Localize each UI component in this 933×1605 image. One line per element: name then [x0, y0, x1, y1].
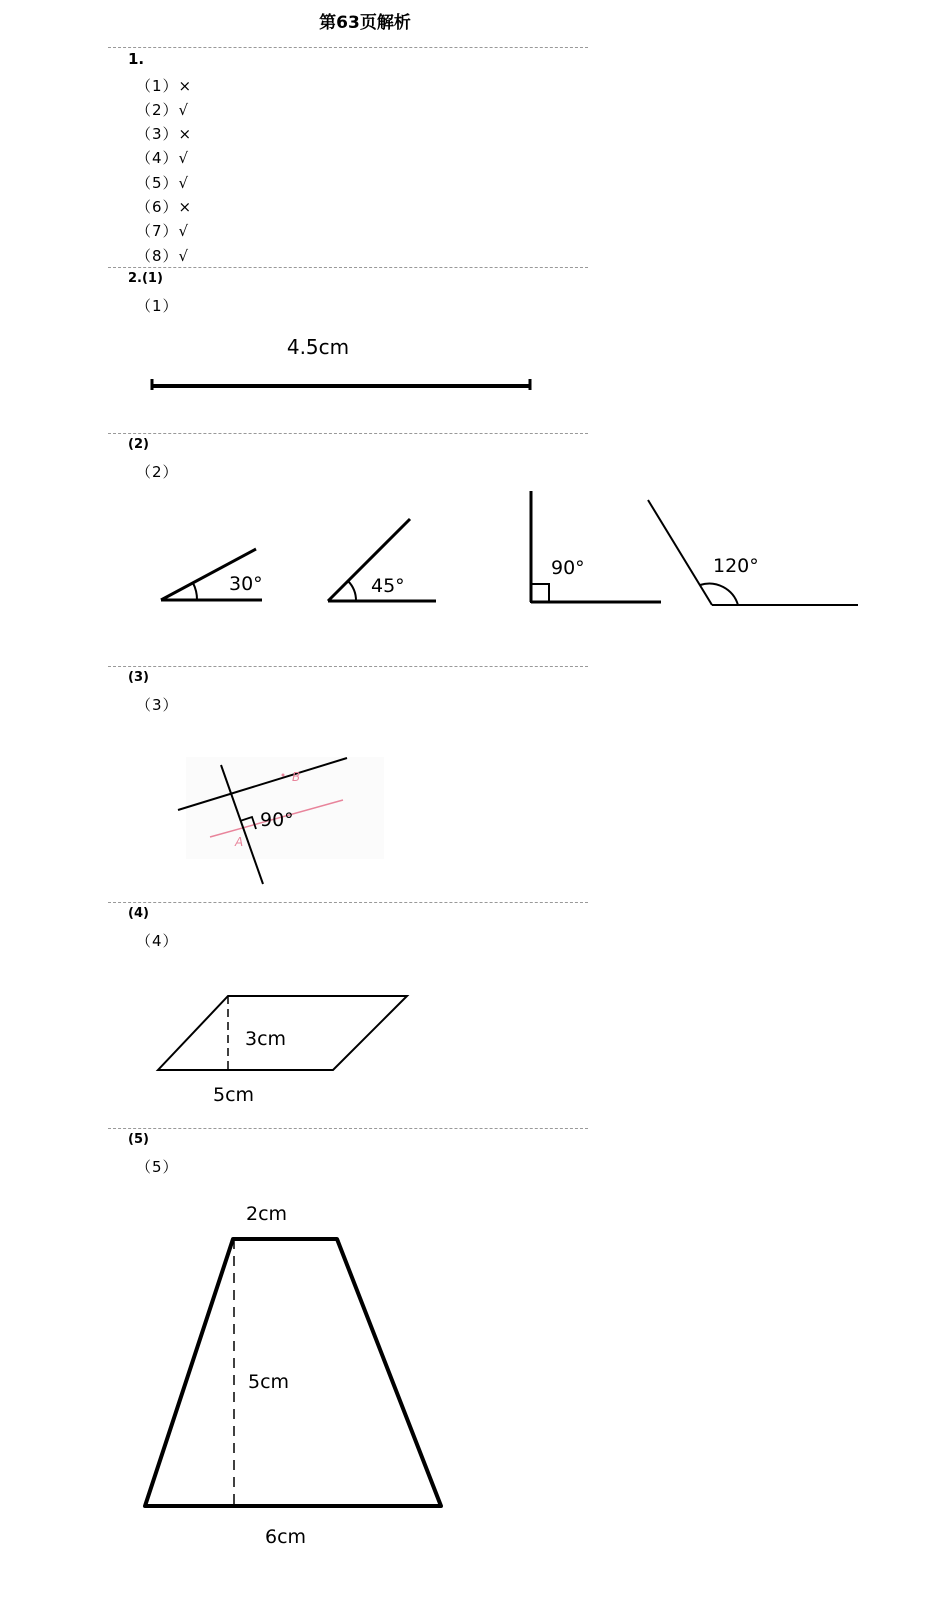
answer-8: （8）√ — [136, 247, 190, 265]
point-a-label: A — [235, 835, 244, 849]
trapezoid-shape — [145, 1239, 441, 1506]
part-2-heading: (2) — [128, 437, 149, 452]
question-2-number: 2.(1) — [128, 271, 163, 286]
trapezoid-figure — [145, 1203, 441, 1548]
parallelogram-figure — [158, 996, 407, 1106]
point-b-label: B — [292, 770, 301, 784]
angle-120-label: 120° — [713, 555, 759, 577]
angle-90 — [531, 491, 661, 602]
page-title: 第63页解析 — [319, 13, 411, 33]
part-3-heading: (3) — [128, 670, 149, 685]
segment-label: 4.5cm — [286, 335, 350, 359]
part-1-label: （1） — [136, 297, 179, 315]
part-2-label: （2） — [136, 463, 179, 481]
part-5-heading: (5) — [128, 1132, 149, 1147]
part-3-label: （3） — [136, 696, 179, 714]
part-4-label: （4） — [136, 932, 179, 950]
angle-30 — [161, 549, 263, 600]
answer-7: （7）√ — [136, 222, 190, 240]
perpendicular-label: 90° — [260, 809, 294, 831]
segment-figure — [152, 335, 530, 390]
trapezoid-bottom-label: 6cm — [265, 1526, 307, 1548]
parallelogram-base-label: 5cm — [213, 1084, 255, 1106]
part-5-label: （5） — [136, 1158, 179, 1176]
trapezoid-height-label: 5cm — [248, 1371, 290, 1393]
question-1-number: 1. — [128, 50, 145, 68]
angle-45-label: 45° — [371, 575, 405, 597]
answer-1: （1）× — [136, 77, 193, 95]
answer-5: （5）√ — [136, 174, 190, 192]
perpendicular-figure — [178, 757, 384, 884]
parallelogram-height-label: 3cm — [245, 1028, 287, 1050]
trapezoid-top-label: 2cm — [246, 1203, 288, 1225]
angle-30-label: 30° — [229, 573, 263, 595]
answer-4: （4）√ — [136, 149, 190, 167]
angle-90-label: 90° — [551, 557, 585, 579]
answer-3: （3）× — [136, 125, 193, 143]
answer-2: （2）√ — [136, 101, 190, 119]
answer-6: （6）× — [136, 198, 193, 216]
angle-45 — [328, 519, 436, 601]
part-4-heading: (4) — [128, 906, 149, 921]
angle-120 — [648, 500, 858, 605]
